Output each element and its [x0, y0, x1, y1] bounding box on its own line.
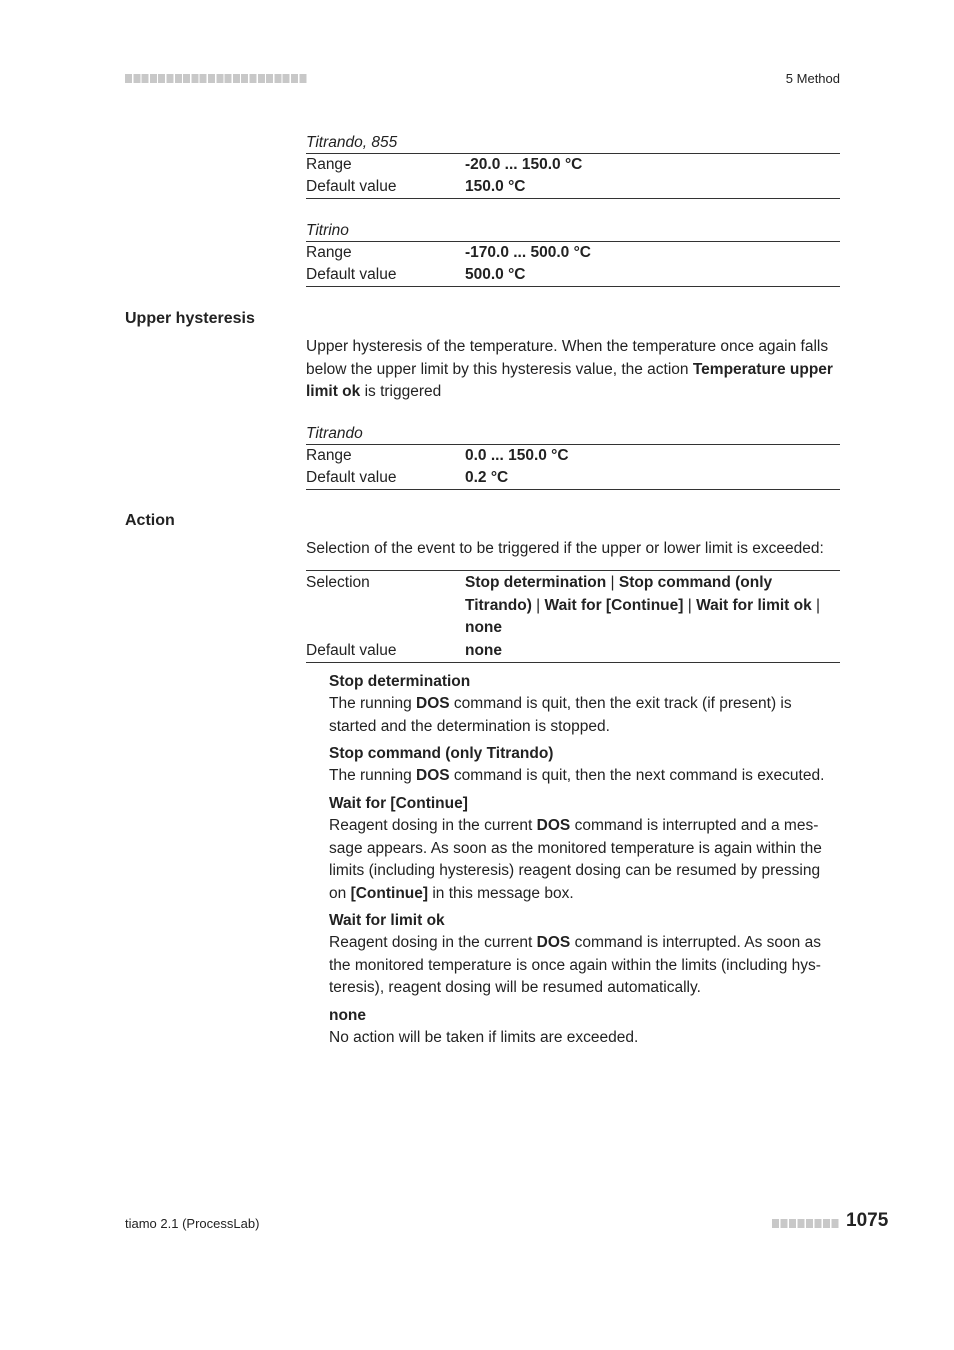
selection-values — [465, 572, 840, 640]
page-number: 1075 — [846, 1210, 889, 1231]
text: Reagent dosing in the current — [329, 934, 537, 951]
action-intro: Selection of the event to be triggered if the upper or lower limit is exceeded: — [306, 540, 824, 557]
table-row — [306, 176, 840, 198]
table-caption: Titrando, 855 — [306, 132, 840, 154]
separator: | — [531, 596, 545, 614]
table-row — [306, 242, 840, 264]
table-caption: Titrando — [306, 423, 840, 445]
option-title: Wait for [Continue] — [329, 795, 468, 812]
range-value: -20.0 ... 150.0 °C — [465, 156, 583, 173]
option-none — [329, 1005, 841, 1050]
table-row — [306, 445, 840, 467]
option-title: Wait for limit ok — [329, 912, 445, 929]
text: in this message box. — [428, 884, 574, 902]
action-heading: Action — [125, 512, 175, 529]
upper-hysteresis-heading: Upper hysteresis — [125, 310, 255, 327]
default-label: Default value — [306, 266, 397, 283]
range-value: -170.0 ... 500.0 °C — [465, 244, 591, 261]
default-label: Default value — [306, 641, 397, 659]
table-row — [306, 467, 840, 489]
table-body — [306, 445, 840, 490]
option-stop-command — [329, 743, 841, 788]
footer-product-name: tiamo 2.1 (ProcessLab) — [125, 1216, 260, 1231]
text: command is quit, then the exit track (if present) is started and the determination is stopped. — [329, 695, 792, 735]
option-title: Stop command (only Titrando) — [329, 745, 554, 762]
default-value: 500.0 °C — [465, 266, 526, 283]
default-label: Default value — [306, 469, 397, 486]
option-wait-for-limit-ok — [329, 910, 841, 1000]
hysteresis-table-titrando — [306, 423, 840, 490]
text: command is interrupted. As soon as the monitored temperature is once again within the limits (including hysteresis), reagent dosing will be resumed automatically. — [329, 934, 821, 996]
default-label: Default value — [306, 178, 397, 195]
range-label: Range — [306, 156, 352, 173]
default-value: 150.0 °C — [465, 178, 526, 195]
range-value: 0.0 ... 150.0 °C — [465, 447, 569, 464]
table-row — [306, 154, 840, 176]
text: command is interrupted and a message appears. As soon as the monitored temperature is again within the limits (including hysteresis) reagent dosing can be resumed by pressing on — [329, 817, 822, 902]
action-selection-table — [306, 570, 840, 663]
header-decoration — [125, 74, 307, 83]
command-name: DOS — [536, 817, 571, 834]
table-body — [306, 242, 840, 287]
header-section-title: 5 Method — [785, 71, 840, 86]
table-row — [306, 264, 840, 286]
option-description: No action will be taken if limits are exceeded. — [329, 1029, 639, 1046]
description-text: Upper hysteresis of the temperature. When the temperature once again falls below the upper limit by this hysteresis value, the action — [306, 338, 829, 378]
selection-option: none — [465, 619, 503, 636]
limits-table-titrando-855 — [306, 132, 840, 199]
table-row — [306, 640, 840, 663]
action-name: Temperature upper limit ok — [306, 360, 833, 400]
command-name: DOS — [536, 934, 571, 951]
selection-label: Selection — [306, 574, 370, 591]
range-label: Range — [306, 447, 352, 464]
option-description — [329, 765, 841, 788]
upper-hysteresis-description — [306, 336, 840, 404]
command-name: DOS — [416, 695, 450, 712]
option-description — [329, 932, 841, 1000]
description-text: is triggered — [360, 383, 442, 400]
selection-option: Stop determination — [465, 574, 607, 591]
option-stop-determination — [329, 671, 841, 738]
text: command is quit, then the next command is executed. — [449, 767, 825, 784]
command-name: DOS — [416, 767, 450, 784]
limits-table-titrino — [306, 220, 840, 287]
text: The running — [329, 767, 417, 784]
selection-option: Stop command (only Titrando) — [465, 574, 773, 614]
option-wait-for-continue — [329, 793, 841, 905]
selection-option: Wait for limit ok — [696, 596, 812, 614]
separator: | — [683, 596, 697, 614]
text: The running — [329, 695, 417, 712]
option-title: Stop determination — [329, 673, 471, 690]
table-body — [306, 154, 840, 199]
separator: | — [606, 574, 619, 591]
button-name: [Continue] — [350, 884, 429, 902]
default-value: none — [465, 641, 503, 659]
table-row — [306, 572, 840, 640]
option-description — [329, 815, 841, 905]
footer-decoration — [772, 1219, 840, 1228]
range-label: Range — [306, 244, 352, 261]
separator: | — [811, 596, 821, 614]
default-value: 0.2 °C — [465, 469, 509, 486]
option-title: none — [329, 1007, 367, 1024]
selection-option: Wait for [Continue] — [544, 596, 684, 614]
option-description — [329, 693, 841, 738]
table-caption: Titrino — [306, 220, 840, 242]
text: Reagent dosing in the current — [329, 817, 537, 834]
